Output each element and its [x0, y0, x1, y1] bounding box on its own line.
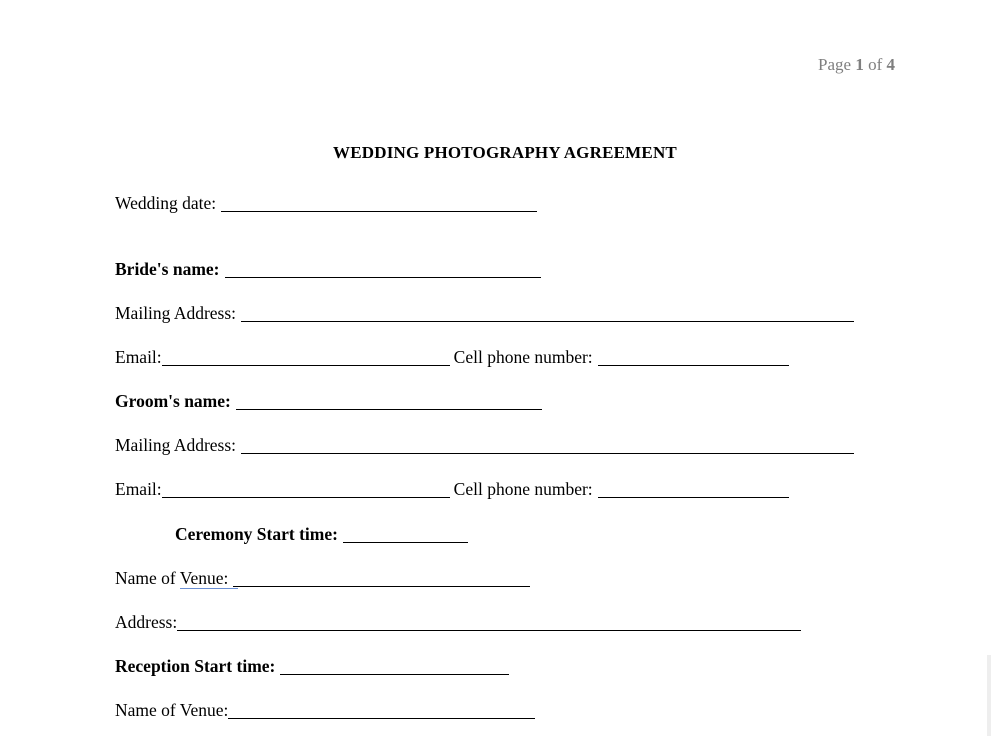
groom-mailing-blank[interactable]: [241, 434, 854, 454]
groom-cell-blank[interactable]: [598, 478, 789, 498]
ceremony-venue-row: [115, 566, 530, 590]
bride-mailing-blank[interactable]: [241, 302, 854, 322]
groom-name-blank[interactable]: [236, 390, 542, 410]
page-total: 4: [886, 55, 895, 74]
bride-cell-blank[interactable]: [598, 346, 789, 366]
ceremony-start-row: [175, 522, 468, 546]
ceremony-address-row: [115, 610, 801, 634]
groom-name-label: Groom's name:: [115, 391, 231, 411]
reception-venue-label: Name of Venue:: [115, 700, 229, 720]
groom-cell-label: Cell phone number:: [453, 479, 593, 499]
bride-name-blank[interactable]: [225, 258, 541, 278]
page-current: 1: [855, 55, 864, 74]
bride-name-row: [115, 257, 541, 281]
ceremony-start-blank[interactable]: [343, 523, 468, 543]
page-label: Page: [818, 55, 852, 74]
groom-mailing-label: Mailing Address:: [115, 435, 237, 455]
bride-contact-row: [115, 345, 789, 369]
bride-email-label: Email:: [115, 347, 162, 367]
groom-mailing-row: [115, 433, 854, 457]
reception-start-blank[interactable]: [280, 655, 509, 675]
bride-mailing-row: [115, 301, 854, 325]
reception-venue-blank[interactable]: [228, 699, 535, 719]
ceremony-venue-prefix: Name of: [115, 568, 176, 588]
reception-start-row: [115, 654, 509, 678]
wedding-date-blank[interactable]: [221, 192, 537, 212]
document-title: WEDDING PHOTOGRAPHY AGREEMENT: [333, 143, 677, 162]
groom-contact-row: [115, 477, 789, 501]
ceremony-address-label: Address:: [115, 612, 178, 632]
ceremony-start-label: Ceremony Start time:: [175, 524, 338, 544]
page-of: of: [868, 55, 883, 74]
bride-cell-label: Cell phone number:: [453, 347, 593, 367]
groom-name-row: [115, 389, 542, 413]
scrollbar-edge[interactable]: [987, 655, 991, 736]
ceremony-venue-word: Venue:: [179, 568, 229, 588]
bride-name-label: Bride's name:: [115, 259, 220, 279]
wedding-date-label: Wedding date:: [115, 193, 217, 213]
groom-email-label: Email:: [115, 479, 162, 499]
bride-email-blank[interactable]: [162, 346, 450, 366]
ceremony-venue-blank[interactable]: [233, 567, 530, 587]
bride-mailing-label: Mailing Address:: [115, 303, 237, 323]
wedding-date-row: [115, 191, 537, 215]
groom-email-blank[interactable]: [162, 478, 450, 498]
reception-start-label: Reception Start time:: [115, 656, 276, 676]
ceremony-address-blank[interactable]: [177, 611, 801, 631]
reception-venue-row: [115, 698, 535, 722]
page-number: [818, 55, 895, 75]
